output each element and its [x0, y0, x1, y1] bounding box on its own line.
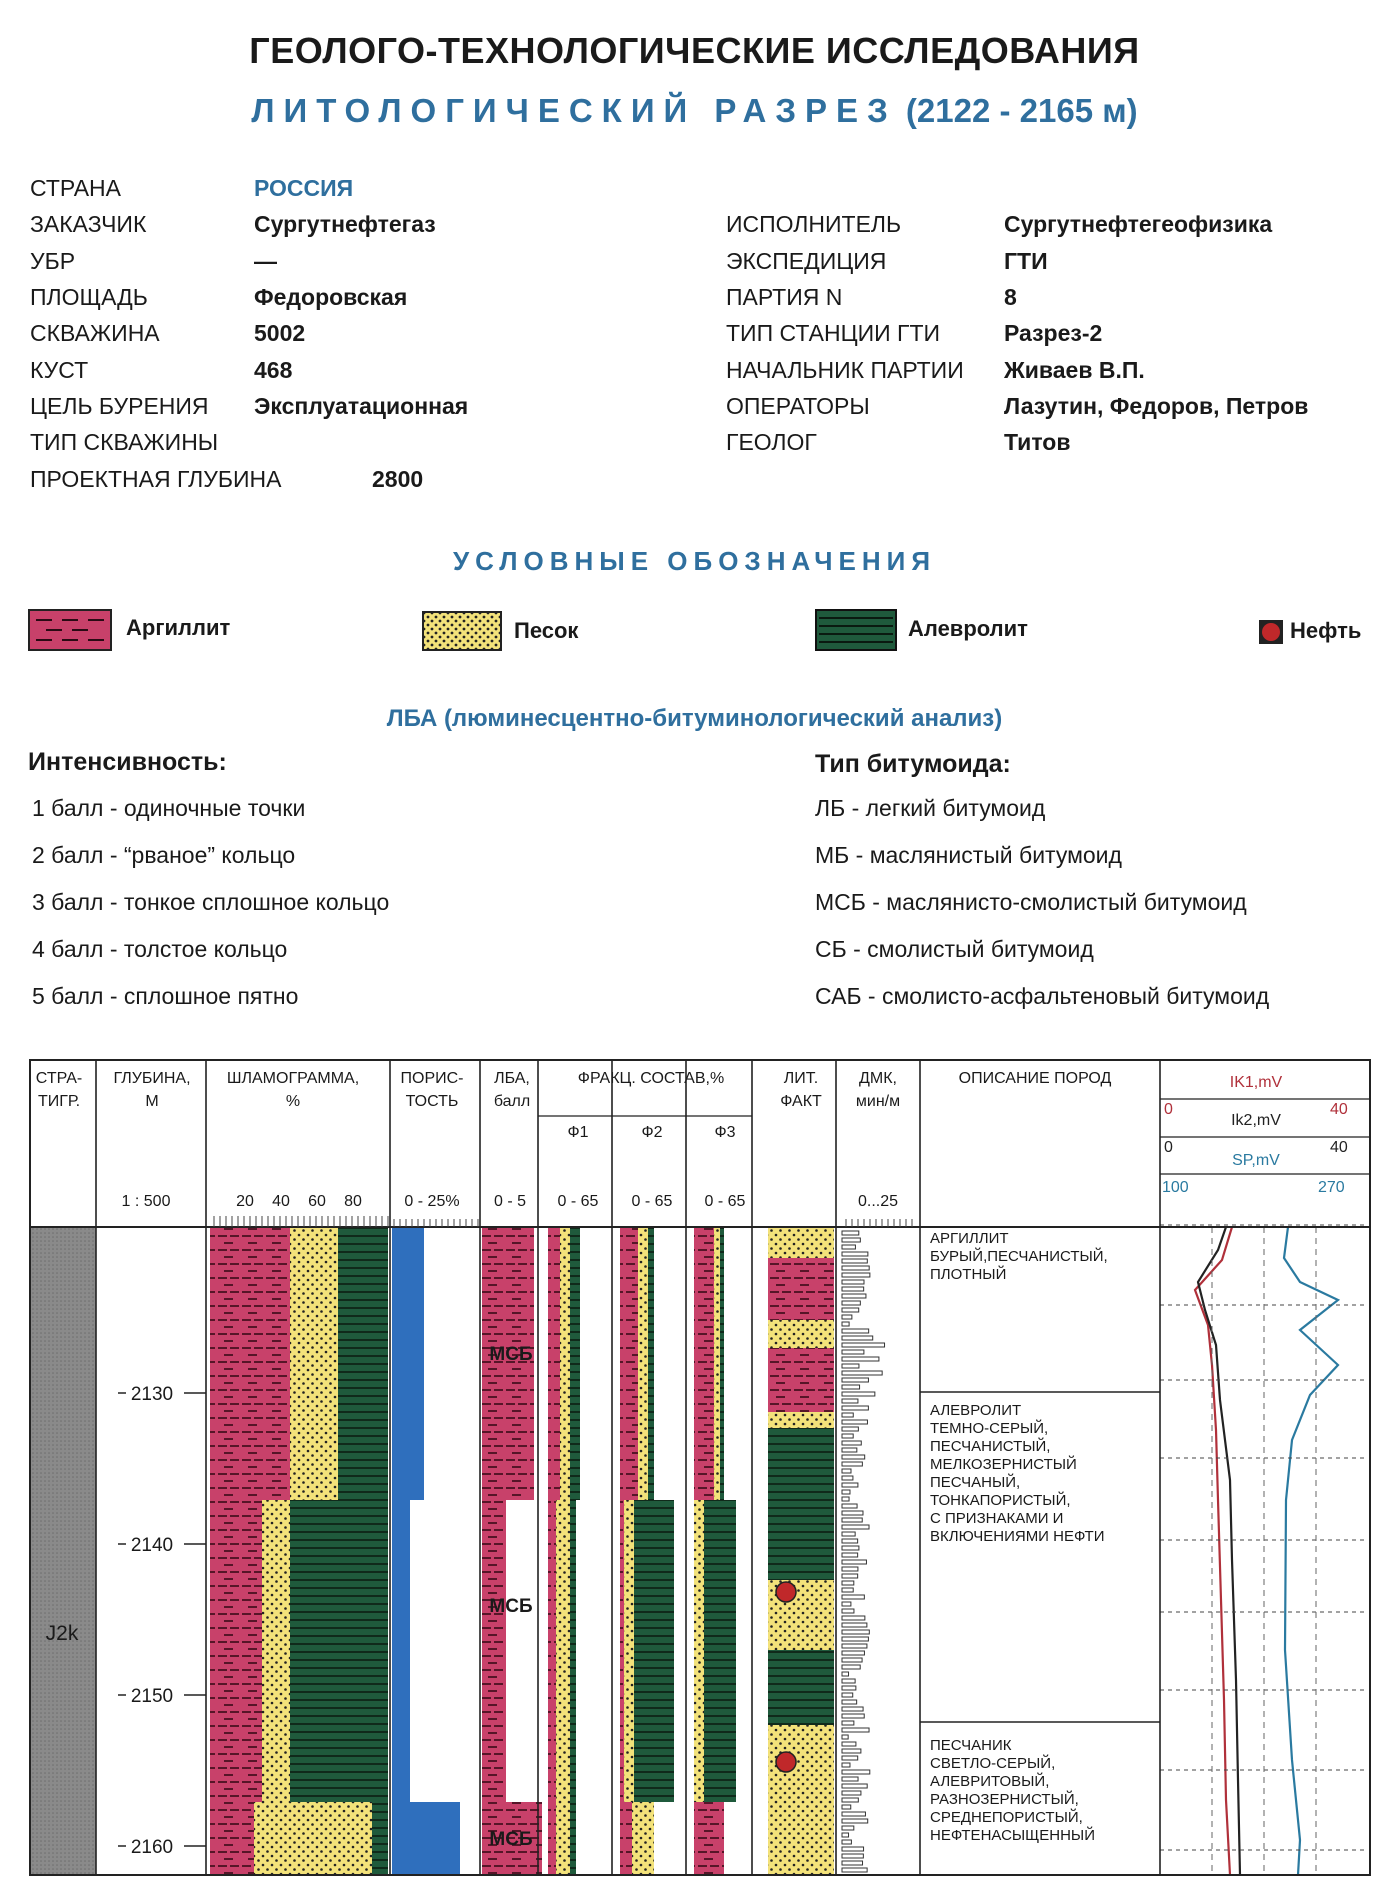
fract-bar: [648, 1227, 654, 1500]
intensity-item: 1 балл - одиночные точки: [32, 795, 306, 821]
dmk-bar: [842, 1658, 862, 1662]
dmk-bar: [842, 1644, 867, 1648]
strat-label: J2k: [45, 1622, 79, 1645]
description-line: ПЛОТНЫЙ: [930, 1266, 1007, 1283]
dmk-bar: [842, 1539, 858, 1543]
fract-bar: [704, 1500, 736, 1802]
dmk-bar: [842, 1826, 854, 1830]
description-line: РАЗНОЗЕРНИСТЫЙ,: [930, 1791, 1079, 1808]
fract-bar: [548, 1227, 560, 1500]
description-line: БУРЫЙ,ПЕСЧАНИСТЫЙ,: [930, 1248, 1108, 1265]
description-line: ВКЛЮЧЕНИЯМИ НЕФТИ: [930, 1528, 1105, 1545]
dmk-bar: [842, 1329, 869, 1333]
shlam-interval: [210, 1500, 262, 1802]
dmk-bar: [842, 1448, 857, 1452]
dmk-bar: [842, 1364, 859, 1368]
info-left-value: 468: [254, 357, 293, 383]
hdr-strat-2: ТИГР.: [37, 1093, 81, 1110]
dmk-bar: [842, 1847, 864, 1851]
dmk-bar: [842, 1287, 864, 1291]
dmk-bar: [842, 1693, 853, 1697]
dmk-bar: [842, 1623, 867, 1627]
dmk-bar: [842, 1581, 854, 1585]
lithology-interval: [768, 1725, 834, 1875]
description-line: С ПРИЗНАКАМИ И: [930, 1510, 1064, 1527]
hdr-ik2-min: 0: [1164, 1139, 1173, 1156]
hdr-fract: ФРАКЦ. СОСТАВ,%: [577, 1070, 725, 1087]
info-right-value: Разрез-2: [1004, 320, 1103, 346]
info-left-value: 2800: [372, 466, 424, 492]
info-right-label: НАЧАЛЬНИК ПАРТИИ: [726, 357, 964, 383]
dmk-bar: [842, 1427, 858, 1431]
fract-bar: [694, 1227, 714, 1500]
dmk-bar: [842, 1728, 869, 1732]
info-left-label: ПРОЕКТНАЯ ГЛУБИНА: [30, 466, 282, 492]
shlam-interval: [210, 1227, 290, 1500]
dmk-bar: [842, 1259, 867, 1263]
dmk-bar: [842, 1371, 882, 1375]
page-title: ГЕОЛОГО-ТЕХНОЛОГИЧЕСКИЕ ИССЛЕДОВАНИЯ: [249, 30, 1140, 71]
hdr-poro-scale: 0 - 25%: [404, 1193, 460, 1210]
hdr-poro-2: ТОСТЬ: [405, 1093, 459, 1110]
info-right-value: Титов: [1004, 429, 1071, 455]
description-line: АЛЕВРИТОВЫЙ,: [930, 1773, 1050, 1790]
hdr-fract-f1: Ф1: [567, 1124, 589, 1141]
dmk-bar: [842, 1553, 858, 1557]
dmk-bar: [842, 1483, 858, 1487]
dmk-bar: [842, 1721, 854, 1725]
shlam-interval: [262, 1500, 290, 1802]
dmk-bar: [842, 1336, 873, 1340]
hdr-poro-1: ПОРИС-: [400, 1070, 464, 1087]
fract-bar: [570, 1500, 576, 1875]
depth-label: 2150: [130, 1686, 174, 1707]
dmk-bar: [842, 1511, 863, 1515]
bitumoid-item: СБ - смолистый битумоид: [815, 936, 1094, 962]
lba-label: МСБ: [489, 1829, 533, 1850]
hdr-lit-2: ФАКТ: [780, 1093, 822, 1110]
info-right-value: 8: [1004, 284, 1017, 310]
info-right-label: ТИП СТАНЦИИ ГТИ: [726, 320, 941, 346]
info-right-value: ГТИ: [1004, 248, 1048, 274]
info-right-label: ГЕОЛОГ: [726, 429, 817, 455]
lithology-interval: [768, 1258, 834, 1320]
dmk-bar: [842, 1574, 858, 1578]
info-right-value: Лазутин, Федоров, Петров: [1004, 393, 1309, 419]
lithology-interval: [768, 1650, 834, 1725]
hdr-depth-1: ГЛУБИНА,: [113, 1070, 191, 1087]
dmk-bar: [842, 1413, 853, 1417]
info-left-label: УБР: [30, 248, 76, 274]
fract-bar: [624, 1500, 634, 1802]
dmk-bar: [842, 1525, 869, 1529]
fract-bar: [720, 1227, 724, 1500]
legend-sand-label: Песок: [514, 618, 579, 643]
dmk-bar: [842, 1819, 868, 1823]
info-left-label: ТИП СКВАЖИНЫ: [30, 429, 219, 455]
strat-column: [30, 1227, 96, 1875]
dmk-bar: [842, 1560, 866, 1564]
dmk-bar: [842, 1630, 869, 1634]
fract-bar: [632, 1802, 654, 1875]
shlam-interval: [338, 1227, 388, 1500]
fract-bar: [556, 1500, 570, 1875]
info-right-value: Сургутнефтегеофизика: [1004, 211, 1273, 237]
hdr-ik1-max: 40: [1330, 1101, 1348, 1118]
dmk-bar: [842, 1301, 860, 1305]
subtitle-main: ЛИТОЛОГИЧЕСКИЙ РАЗРЕЗ: [251, 92, 897, 129]
bitumoid-item: ЛБ - легкий битумоид: [815, 795, 1046, 821]
dmk-bar: [842, 1805, 851, 1809]
hdr-fract-scale-3: 0 - 65: [704, 1193, 746, 1210]
intensity-item: 5 балл - сплошное пятно: [32, 983, 299, 1009]
lba-label: МСБ: [489, 1596, 533, 1617]
lba-label: МСБ: [489, 1344, 533, 1365]
ik1-curve: [1195, 1227, 1232, 1875]
lba-fill: [482, 1227, 542, 1875]
hdr-fract-f3: Ф3: [714, 1124, 736, 1141]
hdr-ik1-min: 0: [1164, 1101, 1173, 1118]
intensity-item: 3 балл - тонкое сплошное кольцо: [32, 889, 390, 915]
dmk-bar: [842, 1280, 864, 1284]
hdr-lba-2: балл: [493, 1093, 531, 1110]
dmk-bar: [842, 1868, 867, 1872]
description-line: АРГИЛЛИТ: [930, 1230, 1009, 1247]
dmk-bar: [842, 1700, 857, 1704]
intensity-item: 4 балл - толстое кольцо: [32, 936, 288, 962]
lithology-interval: [768, 1320, 834, 1348]
info-left-label: КУСТ: [30, 357, 89, 383]
hdr-ik2-max: 40: [1330, 1139, 1348, 1156]
dmk-bar: [842, 1651, 864, 1655]
description-line: АЛЕВРОЛИТ: [930, 1402, 1022, 1419]
hdr-dmk-1: ДМК,: [859, 1070, 897, 1087]
hdr-depth-scale: 1 : 500: [121, 1193, 171, 1210]
dmk-bar: [842, 1504, 857, 1508]
info-left-label: СКВАЖИНА: [30, 320, 160, 346]
fract-bar: [548, 1500, 556, 1875]
dmk-bar: [842, 1518, 862, 1522]
dmk-bar: [842, 1567, 858, 1571]
description-line: ПЕСЧАНЫЙ,: [930, 1474, 1021, 1491]
dmk-bar: [842, 1763, 850, 1767]
dmk-bar: [842, 1476, 853, 1480]
oil-show-icon: [776, 1752, 796, 1772]
legend-title: УСЛОВНЫЕ ОБОЗНАЧЕНИЯ: [452, 546, 937, 576]
dmk-bar: [842, 1469, 851, 1473]
info-left-label: ЦЕЛЬ БУРЕНИЯ: [30, 393, 209, 419]
dmk-bar: [842, 1798, 858, 1802]
hdr-depth-2: М: [145, 1093, 159, 1110]
info-right-label: ИСПОЛНИТЕЛЬ: [726, 211, 902, 237]
dmk-bar: [842, 1273, 870, 1277]
hdr-shlam-tick-60: 60: [308, 1193, 326, 1210]
info-left-label: СТРАНА: [30, 175, 121, 201]
depth-label: 2140: [130, 1535, 174, 1556]
info-right-label: ПАРТИЯ N: [726, 284, 843, 310]
bitumoid-item: МБ - маслянистый битумоид: [815, 842, 1122, 868]
hdr-ik2: Ik2,mV: [1231, 1112, 1281, 1129]
description-line: ТЕМНО-СЕРЫЙ,: [930, 1420, 1049, 1437]
fract-bar: [694, 1500, 704, 1802]
dmk-bar: [842, 1245, 855, 1249]
sp-curve: [1284, 1227, 1338, 1875]
dmk-bar: [842, 1735, 848, 1739]
dmk-bar: [842, 1833, 849, 1837]
dmk-bar: [842, 1679, 855, 1683]
dmk-bar: [842, 1343, 885, 1347]
dmk-bar: [842, 1602, 851, 1606]
dmk-bar: [842, 1714, 864, 1718]
info-left-value: РОССИЯ: [254, 175, 354, 201]
dmk-bar: [842, 1308, 859, 1312]
hdr-dmk-scale: 0...25: [857, 1193, 899, 1210]
shlam-interval: [290, 1500, 388, 1802]
oil-show-icon: [776, 1582, 796, 1602]
info-left-value: Сургутнефтегаз: [254, 211, 436, 237]
fract-bar: [714, 1227, 720, 1500]
lithology-interval: [768, 1348, 834, 1412]
dmk-bar: [842, 1266, 869, 1270]
info-left-value: Эксплуатационная: [254, 393, 469, 419]
hdr-shlam-tick-80: 80: [344, 1193, 362, 1210]
dmk-bar: [842, 1637, 868, 1641]
dmk-bar: [842, 1441, 861, 1445]
hdr-strat-1: СТРА-: [35, 1070, 83, 1087]
dmk-bar: [842, 1770, 870, 1774]
shlam-interval: [372, 1802, 388, 1875]
dmk-bar: [842, 1616, 865, 1620]
description-line: СВЕТЛО-СЕРЫЙ,: [930, 1755, 1056, 1772]
shlam-interval: [210, 1802, 254, 1875]
dmk-bar: [842, 1238, 860, 1242]
legend-siltstone-label: Алевролит: [908, 616, 1028, 641]
hdr-lba-1: ЛБА,: [494, 1070, 530, 1087]
dmk-bar: [842, 1350, 864, 1354]
dmk-bar: [842, 1252, 868, 1256]
info-left-value: 5002: [254, 320, 306, 346]
fract-bar: [620, 1802, 632, 1875]
fract-bar: [634, 1500, 674, 1802]
lithology-interval: [768, 1412, 834, 1428]
dmk-bar: [842, 1840, 851, 1844]
description-line: ПЕСЧАНИСТЫЙ,: [930, 1438, 1051, 1455]
dmk-bar: [842, 1322, 849, 1326]
dmk-bar: [842, 1861, 863, 1865]
dmk-bar: [842, 1672, 849, 1676]
fract-bar: [570, 1227, 580, 1500]
dmk-bar: [842, 1756, 858, 1760]
dmk-bar: [842, 1686, 856, 1690]
bitumoid-item: САБ - смолисто-асфальтеновый битумоид: [815, 983, 1270, 1009]
lithology-interval: [768, 1428, 834, 1580]
hdr-lba-scale: 0 - 5: [493, 1193, 527, 1210]
depth-label: 2160: [130, 1837, 174, 1858]
dmk-bar: [842, 1399, 858, 1403]
dmk-bar: [842, 1434, 853, 1438]
depth-label: 2130: [130, 1384, 174, 1405]
dmk-bar: [842, 1378, 868, 1382]
hdr-desc: ОПИСАНИЕ ПОРОД: [958, 1070, 1112, 1087]
description-line: МЕЛКОЗЕРНИСТЫЙ: [930, 1456, 1077, 1473]
dmk-bar: [842, 1791, 861, 1795]
info-left-value: —: [254, 248, 277, 274]
dmk-bar: [842, 1854, 863, 1858]
legend-argillite-label: Аргиллит: [126, 615, 231, 640]
dmk-bar: [842, 1455, 865, 1459]
bitumoid-item: МСБ - маслянисто-смолистый битумоид: [815, 889, 1247, 915]
legend-oil-label: Нефть: [1290, 618, 1362, 643]
description-line: СРЕДНЕПОРИСТЫЙ,: [930, 1809, 1083, 1826]
bitumoid-title: Тип битумоида:: [815, 750, 1011, 778]
dmk-bar: [842, 1812, 865, 1816]
hdr-shlam-tick-20: 20: [236, 1193, 254, 1210]
dmk-bar: [842, 1497, 849, 1501]
subtitle-range: (2122 - 2165 м): [905, 92, 1138, 129]
dmk-bar: [842, 1490, 850, 1494]
hdr-fract-scale-1: 0 - 65: [557, 1193, 599, 1210]
dmk-bar: [842, 1392, 875, 1396]
shlam-interval: [290, 1227, 338, 1500]
info-left-label: ПЛОЩАДЬ: [30, 284, 148, 310]
hdr-shlam-2: %: [285, 1093, 301, 1110]
hdr-fract-scale-2: 0 - 65: [631, 1193, 673, 1210]
dmk-bar: [842, 1385, 860, 1389]
dmk-bar: [842, 1588, 853, 1592]
description-line: НЕФТЕНАСЫЩЕННЫЙ: [930, 1827, 1095, 1844]
dmk-bar: [842, 1462, 862, 1466]
dmk-bar: [842, 1784, 867, 1788]
dmk-bar: [842, 1315, 852, 1319]
hdr-sp: SP,mV: [1232, 1152, 1280, 1169]
fract-bar: [560, 1227, 570, 1500]
fract-bar: [694, 1802, 724, 1875]
dmk-bar: [842, 1707, 863, 1711]
fract-bar: [620, 1500, 624, 1802]
dmk-bar: [842, 1231, 859, 1235]
info-left-label: ЗАКАЗЧИК: [30, 211, 147, 237]
hdr-fract-f2: Ф2: [641, 1124, 663, 1141]
hdr-shlam-1: ШЛАМОГРАММА,: [226, 1070, 360, 1087]
hdr-lit-1: ЛИТ.: [783, 1070, 819, 1087]
lithology-interval: [768, 1227, 834, 1258]
description-line: ТОНКАПОРИСТЫЙ,: [930, 1492, 1071, 1509]
fract-bar: [620, 1227, 638, 1500]
dmk-bar: [842, 1742, 856, 1746]
description-line: ПЕСЧАНИК: [930, 1737, 1012, 1754]
dmk-bar: [842, 1595, 864, 1599]
dmk-bar: [842, 1749, 861, 1753]
lba-title: ЛБА (люминесцентно-битуминологический анализ): [386, 705, 1003, 732]
hdr-sp-max: 270: [1318, 1179, 1345, 1196]
info-right-label: ОПЕРАТОРЫ: [726, 393, 870, 419]
dmk-bar: [842, 1357, 879, 1361]
intensity-item: 2 балл - “рваное” кольцо: [32, 842, 296, 868]
info-right-label: ЭКСПЕДИЦИЯ: [726, 248, 887, 274]
dmk-bar: [842, 1294, 866, 1298]
dmk-bar: [842, 1406, 868, 1410]
dmk-bar: [842, 1777, 858, 1781]
dmk-bar: [842, 1546, 859, 1550]
dmk-bar: [842, 1665, 860, 1669]
info-left-value: Федоровская: [254, 284, 408, 310]
hdr-dmk-2: мин/м: [855, 1093, 901, 1110]
hdr-shlam-tick-40: 40: [272, 1193, 290, 1210]
info-right-value: Живаев В.П.: [1004, 357, 1145, 383]
hdr-ik1: IK1,mV: [1229, 1074, 1283, 1091]
dmk-bar: [842, 1609, 854, 1613]
hdr-sp-min: 100: [1162, 1179, 1189, 1196]
shlam-interval: [254, 1802, 372, 1875]
dmk-bar: [842, 1532, 855, 1536]
dmk-bar: [842, 1420, 867, 1424]
intensity-title: Интенсивность:: [28, 748, 227, 776]
fract-bar: [638, 1227, 648, 1500]
porosity-fill: [392, 1227, 460, 1875]
